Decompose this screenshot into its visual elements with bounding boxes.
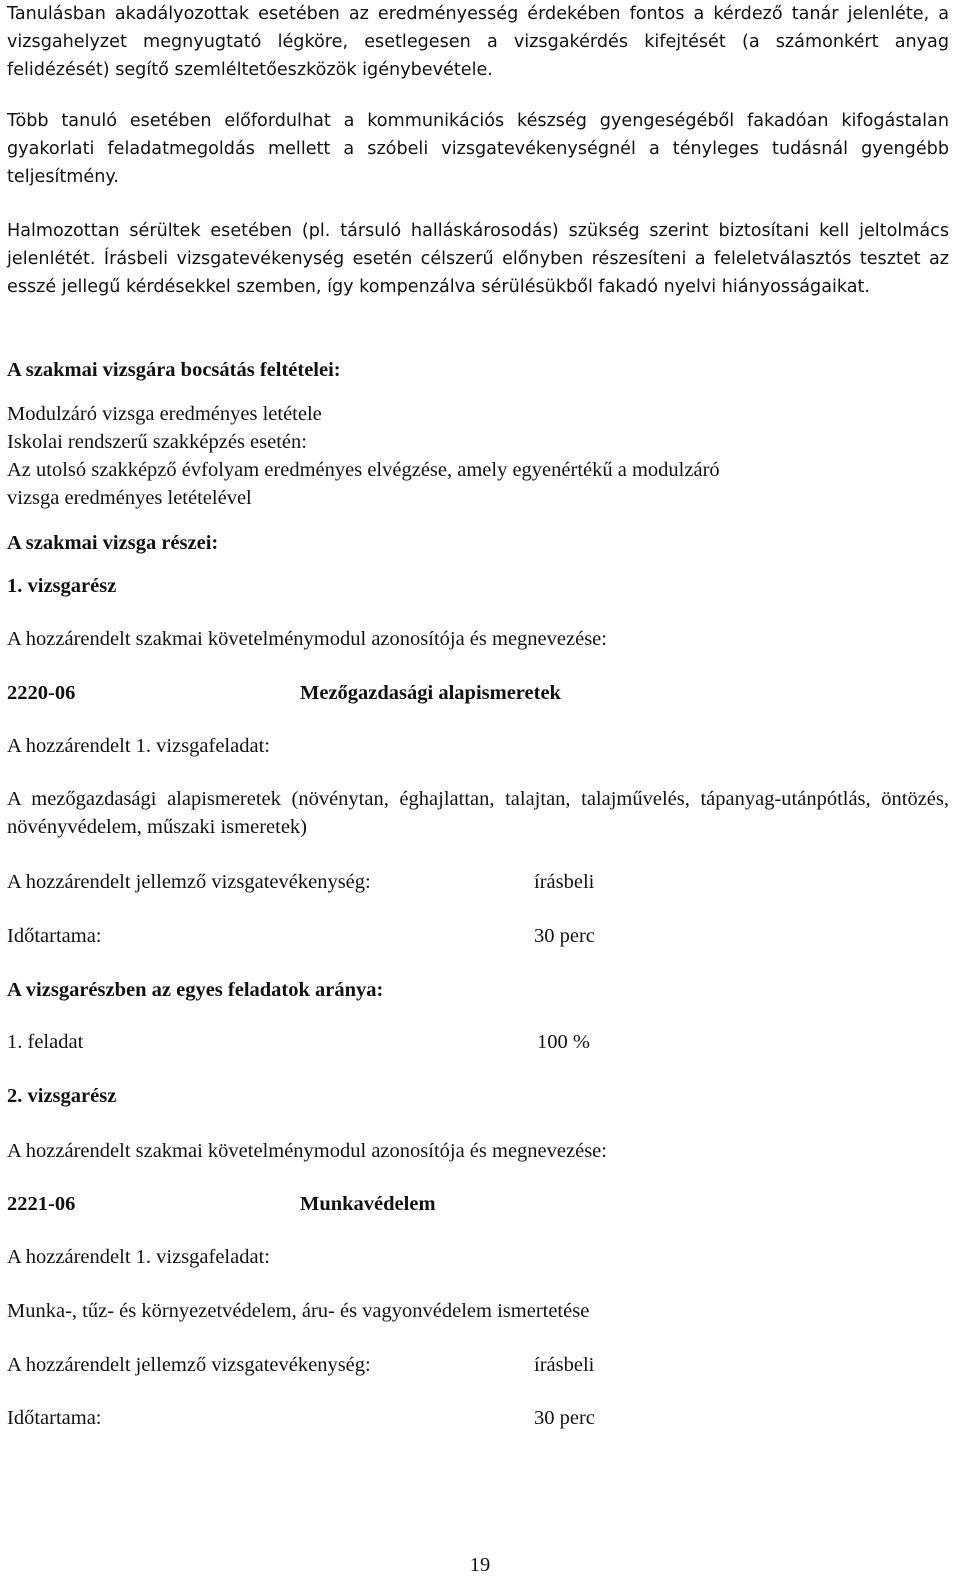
part2-duration-label: Időtartama: [7, 1407, 102, 1429]
part1-activity-label: A hozzárendelt jellemző vizsgatevékenység: [7, 871, 371, 893]
part2-module-name: Munkavédelem [300, 1193, 436, 1215]
paragraph-learning-disabled: Tanulásban akadályozottak esetében az eredményesség érdekében fontos a kérdező tanár jelenléte, a vizsgahelyzet megnyugtató légköre, esetlegesen a vizsgakérdés kifejtését (a számonkért anyag felidézését) segítő szemléltetőeszközök igénybevétele. [7, 4, 949, 80]
part1-module-code: 2220-06 [7, 682, 76, 704]
admission-heading: A szakmai vizsgára bocsátás feltételei: [7, 359, 341, 381]
part1-module-label: A hozzárendelt szakmai követelménymodul azonosítója és megnevezése: [7, 628, 607, 650]
paragraph-communication-skills: Több tanuló esetében előfordulhat a kommunikációs készség gyengeségéből fakadóan kifogástalan gyakorlati feladatmegoldás mellett a szóbeli vizsgatevékenységnél a tényleges tudásnál gyengébb teljesítmény. [7, 111, 949, 187]
part2-activity-label: A hozzárendelt jellemző vizsgatevékenység: [7, 1354, 371, 1376]
admission-line-4: vizsga eredményes letételével [7, 487, 252, 509]
part1-ratio-task: 1. feladat [7, 1031, 84, 1053]
admission-line-1: Modulzáró vizsga eredményes letétele [7, 403, 322, 425]
part2-activity-value: írásbeli [534, 1354, 595, 1376]
part1-ratio-heading: A vizsgarészben az egyes feladatok aránya: [7, 979, 384, 1001]
page-number: 19 [469, 1554, 491, 1576]
part1-task-description: A mezőgazdasági alapismeretek (növénytan, éghajlattan, talajtan, talajművelés, tápanyag-utánpótlás, öntözés, növényvédelem, műszaki ismeretek) [7, 788, 949, 838]
part1-module-name: Mezőgazdasági alapismeretek [300, 682, 561, 704]
part1-ratio-value: 100 % [537, 1031, 590, 1053]
part1-duration-value: 30 perc [534, 925, 595, 947]
part2-title: 2. vizsgarész [7, 1085, 117, 1107]
part1-activity-value: írásbeli [534, 871, 595, 893]
part2-module-code: 2221-06 [7, 1193, 76, 1215]
part2-task-description: Munka-, tűz- és környezetvédelem, áru- és vagyonvédelem ismertetése [7, 1300, 590, 1322]
part2-duration-value: 30 perc [534, 1407, 595, 1429]
part2-task-label: A hozzárendelt 1. vizsgafeladat: [7, 1246, 270, 1268]
part1-duration-label: Időtartama: [7, 925, 102, 947]
admission-line-3: Az utolsó szakképző évfolyam eredményes elvégzése, amely egyenértékű a modulzáró [7, 459, 720, 481]
paragraph-multiple-disabilities: Halmozottan sérültek esetében (pl. társuló halláskárosodás) szükség szerint biztosítani kell jeltolmács jelenlétét. Írásbeli vizsgatevékenység esetén célszerű előnyben részesíteni a feleletválasztós tesztet az esszé jellegű kérdésekkel szemben, így kompenzálva sérülésükből fakadó nyelvi hiányosságaikat. [7, 221, 949, 297]
part1-title: 1. vizsgarész [7, 575, 117, 597]
part1-task-label: A hozzárendelt 1. vizsgafeladat: [7, 735, 270, 757]
exam-parts-heading: A szakmai vizsga részei: [7, 532, 219, 554]
part2-module-label: A hozzárendelt szakmai követelménymodul azonosítója és megnevezése: [7, 1140, 607, 1162]
admission-line-2: Iskolai rendszerű szakképzés esetén: [7, 431, 307, 453]
